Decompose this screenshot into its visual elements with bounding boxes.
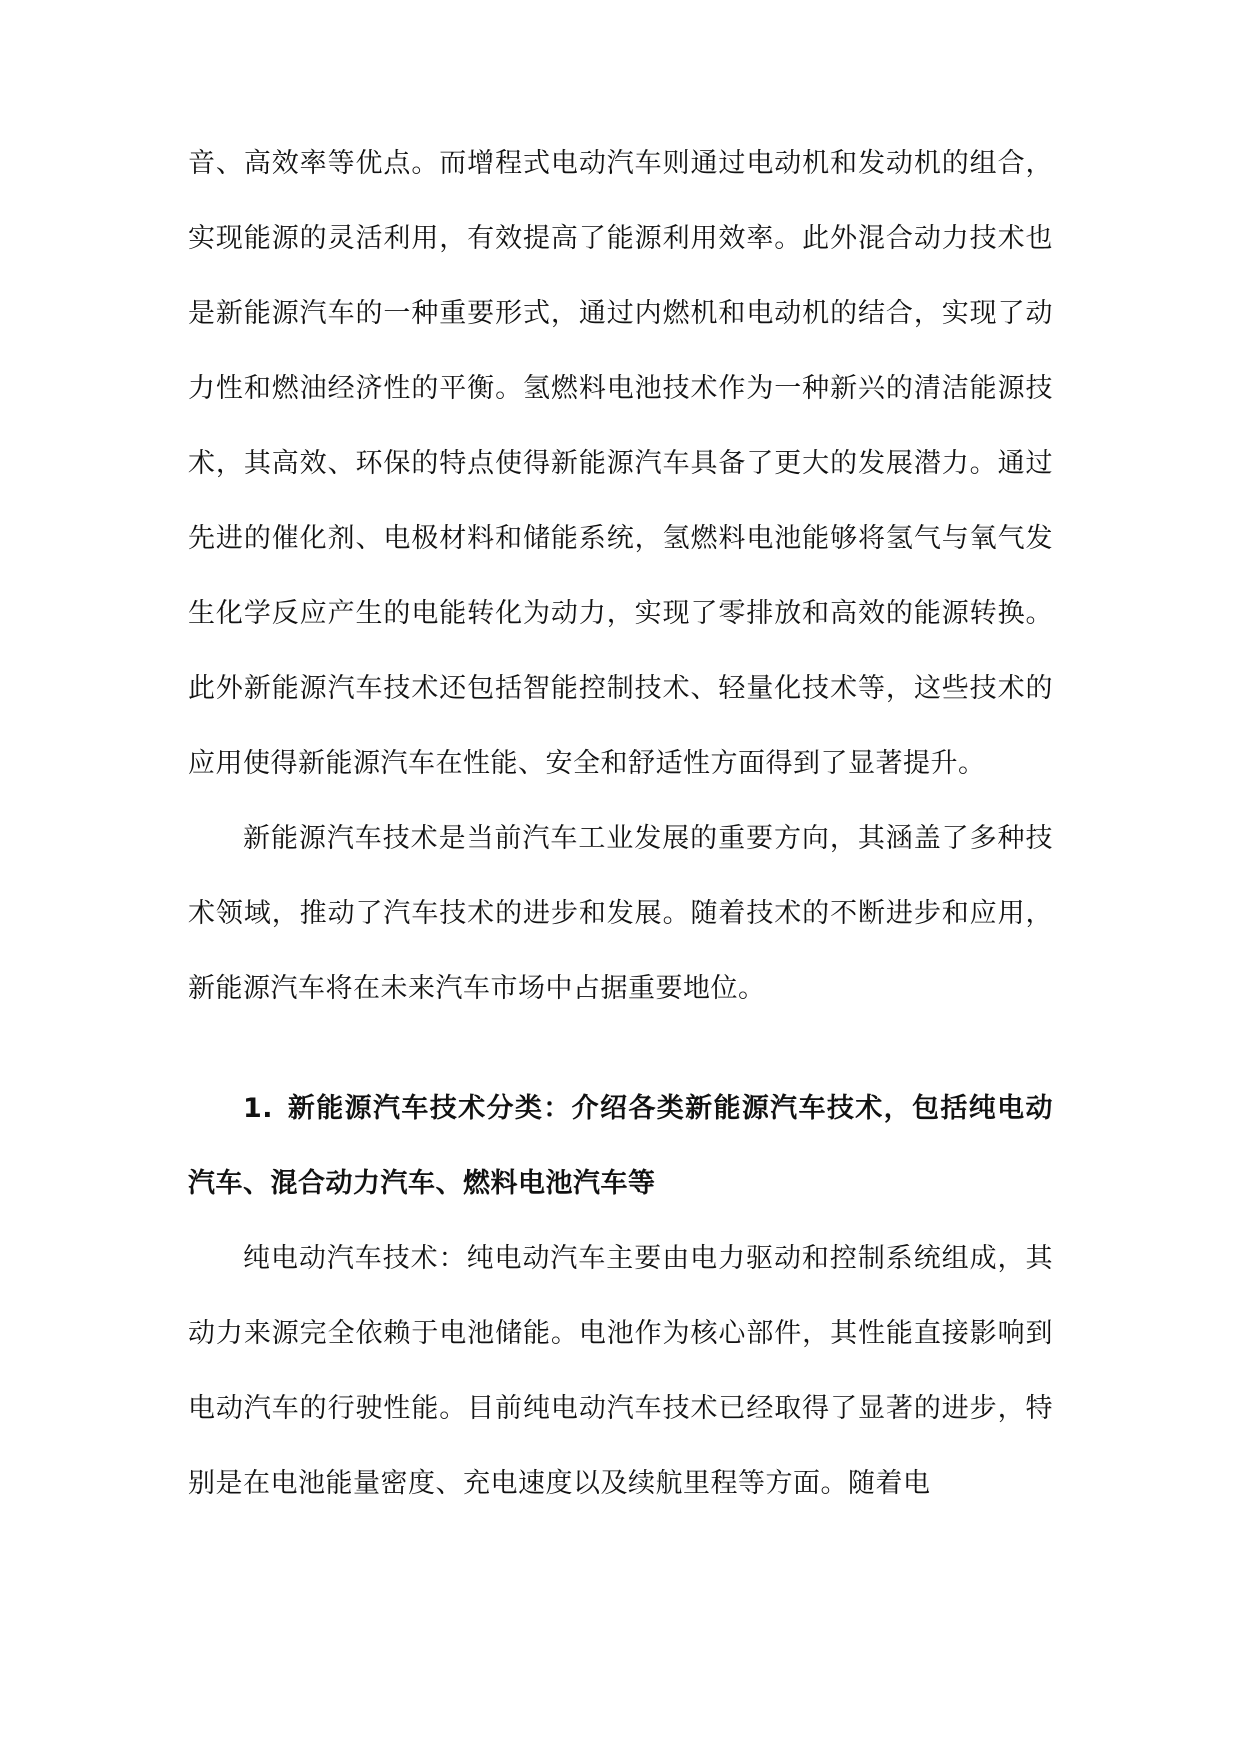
paragraph-bev-technology: 纯电动汽车技术：纯电动汽车主要由电力驱动和控制系统组成，其动力来源完全依赖于电池储能。电池作为核心部件，其性能直接影响到电动汽车的行驶性能。目前纯电动汽车技术已经取得了显著的进步，特别是在电池能量密度、充电速度以及续航里程等方面。随着电 [188,1243,1053,1499]
paragraph-continuation: 音、高效率等优点。而增程式电动汽车则通过电动机和发动机的组合，实现能源的灵活利用，有效提高了能源利用效率。此外混合动力技术也是新能源汽车的一种重要形式，通过内燃机和电动机的结合，实现了动力性和燃油经济性的平衡。氢燃料电池技术作为一种新兴的清洁能源技术，其高效、环保的特点使得新能源汽车具备了更大的发展潜力。通过先进的催化剂、电极材料和储能系统，氢燃料电池能够将氢气与氧气发生化学反应产生的电能转化为动力，实现了零排放和高效的能源转换。此外新能源汽车技术还包括智能控制技术、轻量化技术等，这些技术的应用使得新能源汽车在性能、安全和舒适性方面得到了显著提升。 [188,148,1053,779]
paragraph-summary: 新能源汽车技术是当前汽车工业发展的重要方向，其涵盖了多种技术领域，推动了汽车技术的进步和发展。随着技术的不断进步和应用，新能源汽车将在未来汽车市场中占据重要地位。 [188,823,1053,1004]
section-heading-text: 新能源汽车技术分类：介绍各类新能源汽车技术，包括纯电动汽车、混合动力汽车、燃料电池汽车等 [188,1093,1053,1199]
section-heading-number: 1. [243,1093,274,1124]
section-heading [188,1071,1053,1221]
